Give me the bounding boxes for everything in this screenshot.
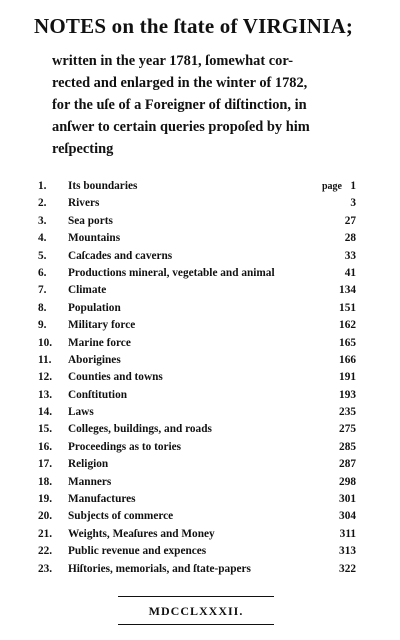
toc-entry-name: Climate (68, 284, 107, 297)
toc-number: 23. (38, 562, 53, 575)
toc-page-number: 275 (339, 423, 356, 436)
toc-row (38, 474, 356, 491)
toc-number: 2. (38, 197, 47, 210)
toc-page-number: 304 (339, 510, 356, 523)
toc-row (38, 387, 356, 404)
toc-row (38, 456, 356, 473)
intro-paragraph (52, 50, 382, 160)
toc-entry-name: Aborigines (68, 353, 121, 366)
toc-row (38, 439, 356, 456)
toc-row (38, 404, 356, 421)
toc-page-number: 3 (350, 197, 356, 210)
toc-page-number: 162 (339, 319, 356, 332)
toc-row (38, 248, 356, 265)
toc-number: 3. (38, 214, 47, 227)
toc-page-number: 33 (344, 249, 356, 262)
toc-page-number: 235 (339, 406, 356, 419)
toc-entry-name: Proceedings as to tories (68, 440, 182, 453)
toc-row (38, 335, 356, 352)
divider-bottom (118, 624, 274, 625)
table-of-contents (38, 178, 356, 578)
toc-entry-name: Subjects of commerce (68, 510, 174, 523)
toc-row (38, 317, 356, 334)
toc-page-number: 1 (350, 180, 356, 192)
imprint-year: MDCCLXXXII. (148, 604, 244, 618)
toc-page-number: 165 (339, 336, 356, 349)
toc-number: 19. (38, 493, 53, 506)
toc-row (38, 178, 356, 195)
toc-number: 4. (38, 232, 47, 245)
toc-number: 20. (38, 510, 53, 523)
toc-page-number: 41 (344, 266, 356, 279)
toc-entry-name: Productions mineral, vegetable and animal (68, 266, 275, 279)
toc-entry-name: Colleges, buildings, and roads (68, 423, 212, 436)
toc-number: 7. (38, 284, 47, 297)
toc-page-number: 28 (344, 232, 356, 245)
toc-entry-name: Sea ports (68, 214, 113, 227)
page-title: NOTES on the ſtate of VIRGINIA; (34, 14, 354, 38)
toc-entry-name: Population (68, 301, 121, 314)
toc-number: 1. (38, 180, 47, 192)
toc-number: 17. (38, 458, 53, 471)
toc-page-number: 191 (339, 371, 356, 384)
toc-row (38, 300, 356, 317)
toc-entry-name: Its boundaries (68, 180, 138, 192)
toc-entry-name: Weights, Meaſures and Money (68, 527, 215, 540)
toc-entry-name: Rivers (68, 197, 100, 210)
toc-page-number: 298 (339, 475, 356, 488)
toc-number: 12. (38, 371, 53, 384)
toc-row (38, 352, 356, 369)
toc-row (38, 230, 356, 247)
intro-line: anſwer to certain queries propoſed by him (52, 119, 310, 135)
toc-page-number: 322 (339, 562, 356, 575)
toc-entry-name: Counties and towns (68, 371, 163, 384)
toc-page-number: 311 (339, 527, 356, 540)
toc-row (38, 526, 356, 543)
toc-entry-name: Marine force (68, 336, 131, 349)
toc-row (38, 421, 356, 438)
toc-number: 5. (38, 249, 47, 262)
toc-entry-name: Hiſtories, memorials, and ſtate-papers (68, 562, 251, 575)
toc-page-number: 193 (339, 388, 356, 401)
toc-page-label: page (322, 181, 342, 192)
toc-number: 14. (38, 406, 53, 419)
intro-line: written in the year 1781, ſomewhat cor- (52, 53, 293, 69)
toc-page-number: 151 (339, 301, 356, 314)
toc-number: 18. (38, 475, 53, 488)
toc-page-number: 301 (339, 493, 356, 506)
intro-line: rected and enlarged in the winter of 1782, (52, 75, 308, 91)
toc-entry-name: Conſtitution (68, 388, 128, 401)
toc-entry-name: Manufactures (68, 493, 136, 506)
toc-entry-name: Mountains (68, 232, 121, 245)
toc-page-number: 285 (339, 440, 356, 453)
toc-row (38, 213, 356, 230)
toc-row (38, 265, 356, 282)
toc-number: 11. (38, 353, 52, 366)
toc-page-number: 313 (339, 545, 356, 558)
toc-entry-name: Religion (68, 458, 109, 471)
toc-row (38, 491, 356, 508)
toc-row (38, 195, 356, 212)
toc-number: 8. (38, 301, 47, 314)
toc-number: 21. (38, 527, 53, 540)
toc-row (38, 369, 356, 386)
toc-row (38, 543, 356, 560)
toc-page-number: 27 (344, 214, 356, 227)
toc-page-number: 134 (339, 284, 356, 297)
toc-entry-name: Manners (68, 475, 112, 488)
toc-number: 6. (38, 266, 47, 279)
toc-page-number: 287 (339, 458, 356, 471)
toc-row (38, 508, 356, 525)
toc-number: 16. (38, 440, 53, 453)
intro-line: for the uſe of a Foreigner of diſtinction, in (52, 97, 307, 113)
toc-row (38, 282, 356, 299)
intro-line: reſpecting (52, 141, 114, 157)
toc-number: 9. (38, 319, 47, 332)
toc-number: 13. (38, 388, 53, 401)
toc-entry-name: Caſcades and caverns (68, 249, 173, 262)
divider-top (118, 596, 274, 597)
toc-row (38, 561, 356, 578)
toc-page-number: 166 (339, 353, 356, 366)
toc-entry-name: Public revenue and expences (68, 545, 207, 558)
toc-entry-name: Laws (68, 406, 94, 419)
toc-number: 10. (38, 336, 53, 349)
toc-number: 22. (38, 545, 53, 558)
toc-entry-name: Military force (68, 319, 136, 332)
toc-number: 15. (38, 423, 53, 436)
